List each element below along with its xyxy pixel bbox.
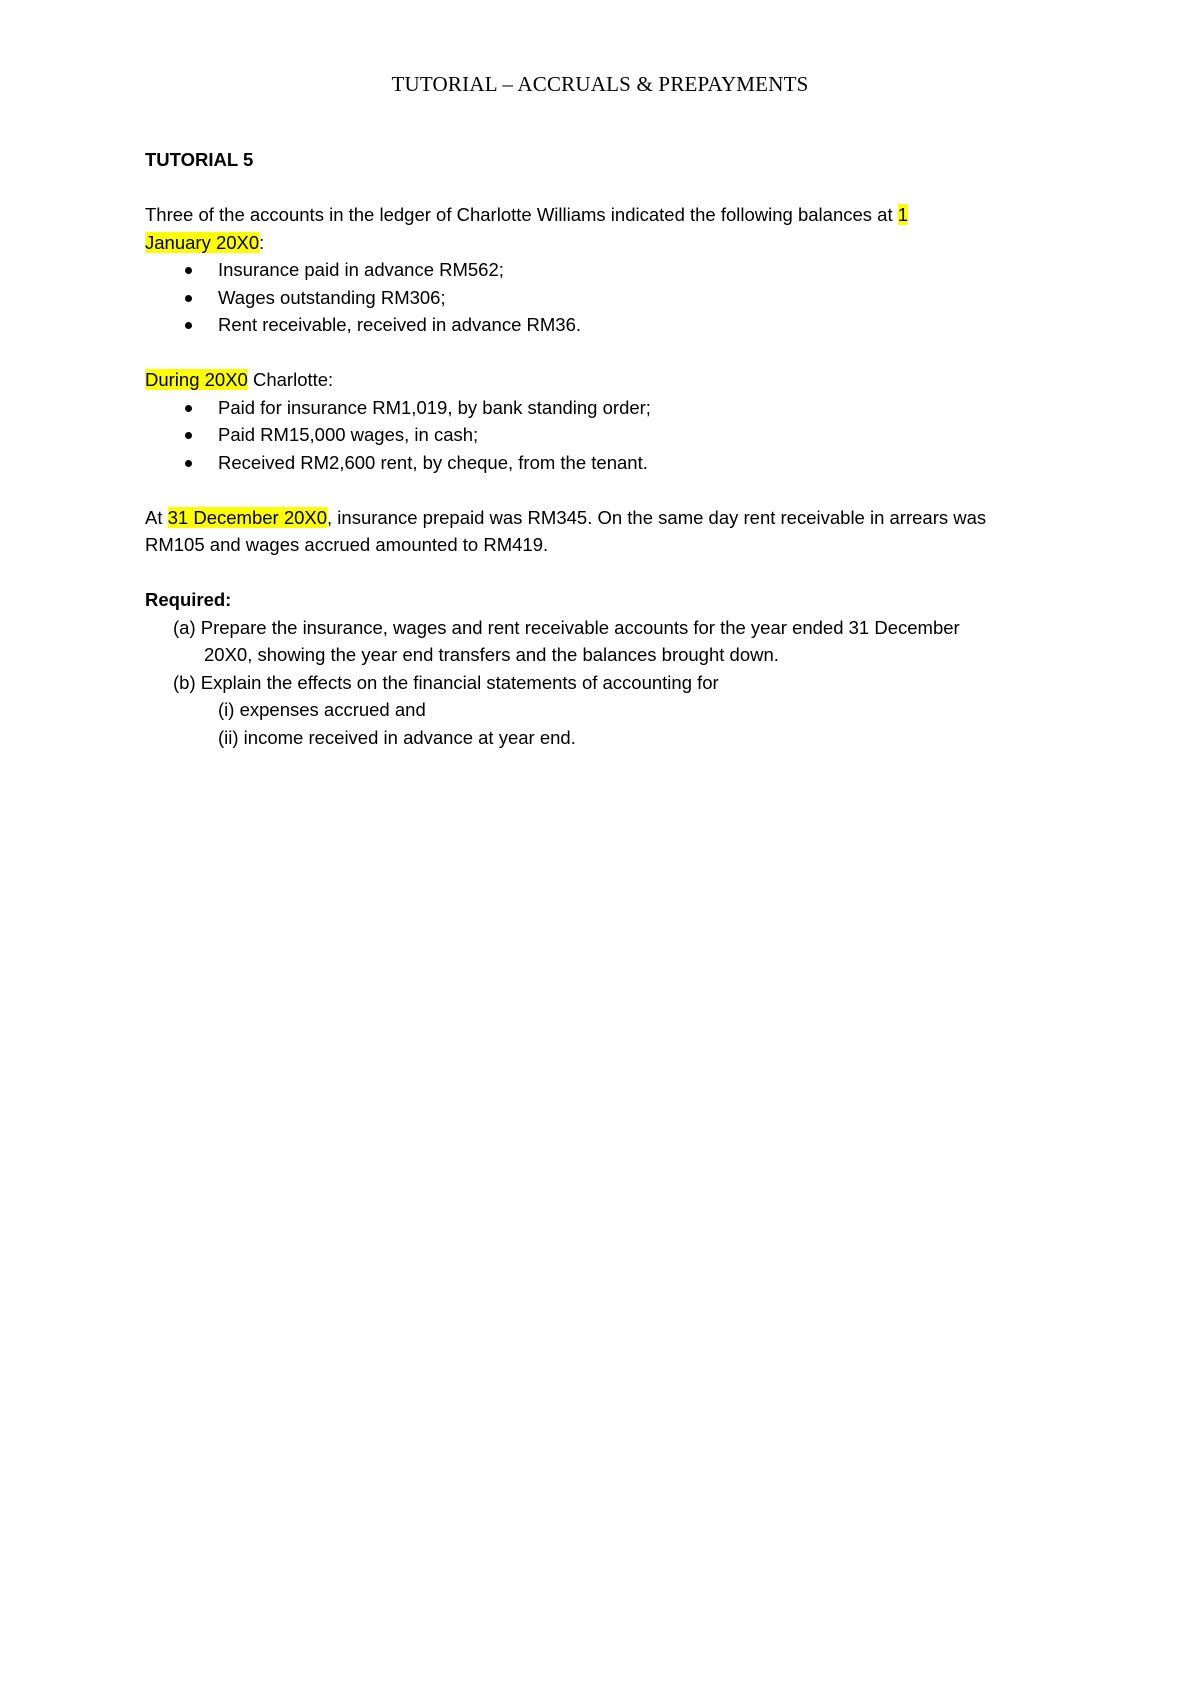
list-item: Received RM2,600 rent, by cheque, from the tenant. (145, 449, 1065, 477)
list-item: Rent receivable, received in advance RM36. (145, 311, 1065, 339)
bullet-icon (185, 460, 192, 467)
required-label: Required: (145, 589, 232, 610)
intro-line-2 (145, 229, 1065, 257)
bullet-icon (185, 322, 192, 329)
required-item-b-i: (i) expenses accrued and (218, 699, 426, 720)
required-item-a-continued: 20X0, showing the year end transfers and the balances brought down. (204, 644, 779, 665)
year-end-line-1: At 31 December 20X0, insurance prepaid was RM345. On the same day rent receivable in arrears was (145, 506, 987, 528)
during-text: Charlotte: (247, 369, 334, 390)
bullet-icon (185, 405, 192, 412)
during-line (145, 366, 1065, 394)
required-item-a: (a) Prepare the insurance, wages and rent receivable accounts for the year ended 31 December (173, 616, 960, 638)
list-item: Wages outstanding RM306; (145, 284, 1065, 312)
intro-text: Three of the accounts in the ledger of Charlotte Williams indicated the following balances at (145, 204, 898, 225)
intro-line-1 (145, 201, 1065, 229)
bullet-icon (185, 295, 192, 302)
required-item-b: (b) Explain the effects on the financial statements of accounting for (173, 671, 719, 693)
tutorial-heading: TUTORIAL 5 (145, 149, 254, 170)
year-end-line-2: RM105 and wages accrued amounted to RM419. (145, 534, 549, 555)
year-end-highlight: 31 December 20X0 (167, 506, 328, 528)
intro-date-highlight-1: 1 (897, 204, 909, 225)
opening-balances-list (145, 256, 1065, 339)
required-item-b-ii: (ii) income received in advance at year end. (218, 726, 576, 748)
intro-date-highlight-2: January 20X0 (145, 231, 260, 253)
transactions-list (145, 394, 1065, 477)
document-title: TUTORIAL – ACCRUALS & PREPAYMENTS (391, 72, 809, 96)
intro-colon: : (259, 231, 265, 253)
list-item: Paid RM15,000 wages, in cash; (145, 421, 1065, 449)
bullet-icon (185, 267, 192, 274)
document-body (145, 146, 1065, 751)
bullet-icon (185, 432, 192, 439)
list-item: Insurance paid in advance RM562; (145, 256, 1065, 284)
list-item: Paid for insurance RM1,019, by bank standing order; (145, 394, 1065, 422)
during-highlight: During 20X0 (145, 369, 248, 390)
